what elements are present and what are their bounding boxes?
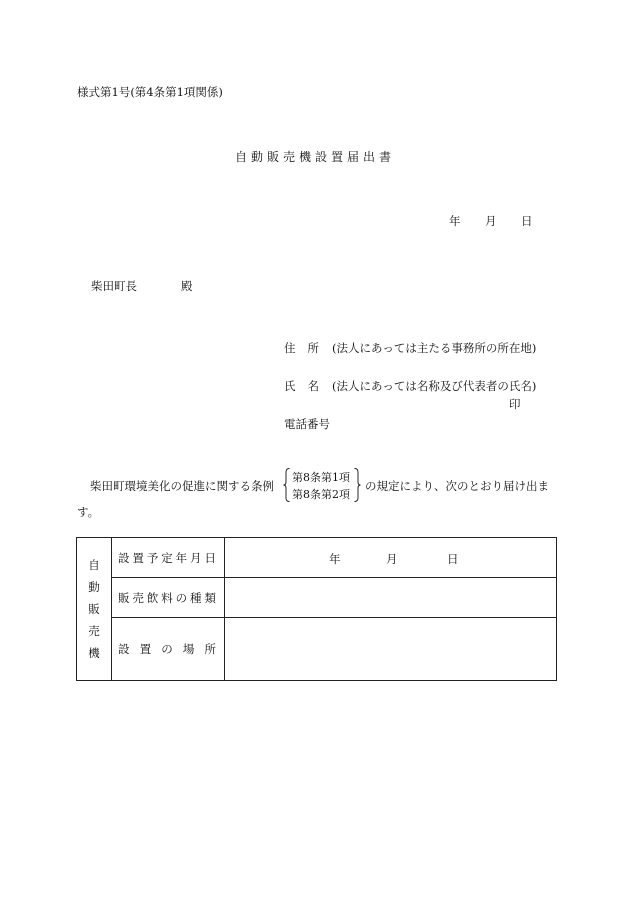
vending-machine-table [76, 537, 557, 681]
article-option-1: 第8条第1項 [292, 471, 350, 484]
install-date-field[interactable] [225, 538, 557, 578]
date-year-label: 年 [449, 214, 461, 228]
body-prefix: 柴田町環境美化の促進に関する条例 [90, 479, 274, 493]
article-choice [283, 468, 361, 502]
table-row [77, 618, 557, 681]
applicant-address-row [284, 340, 536, 356]
seal-mark: 印 [509, 397, 521, 411]
left-brace-icon [283, 468, 290, 502]
addressee-name: 柴田町長 [91, 279, 137, 293]
beverage-type-label: 販 売 飲 料 の 種 類 [112, 578, 225, 618]
date-month-label: 月 [485, 214, 497, 228]
phone-label: 電話番号 [284, 417, 330, 431]
form-number: 様式第1号(第4条第1項関係) [77, 85, 223, 99]
address-note: (法人にあっては主たる事務所の所在地) [332, 341, 537, 355]
form-title: 自動販売機設置届出書 [234, 150, 395, 164]
date-day-label: 日 [521, 214, 533, 228]
install-date-label: 設 置 予 定 年 月 日 [112, 538, 225, 578]
body-suffix-line2: す。 [77, 505, 100, 519]
install-day-unit: 日 [447, 552, 459, 566]
article-option-2: 第8条第2項 [292, 488, 350, 501]
table-row [77, 578, 557, 618]
table-row [77, 538, 557, 578]
addressee [91, 278, 193, 294]
address-label: 住 所 [284, 341, 319, 355]
install-year-unit: 年 [329, 552, 341, 566]
right-brace-icon [354, 468, 361, 502]
name-note: (法人にあっては名称及び代表者の氏名) [332, 379, 537, 393]
vending-machine-header: 自 動 販 売 機 [77, 538, 112, 681]
name-label: 氏 名 [284, 379, 319, 393]
addressee-honorific: 殿 [181, 279, 193, 293]
install-location-field[interactable] [225, 618, 557, 681]
install-month-unit: 月 [386, 552, 398, 566]
beverage-type-field[interactable] [225, 578, 557, 618]
body-suffix-line1: の規定により、次のとおり届け出ま [365, 479, 549, 493]
applicant-name-row [284, 378, 536, 394]
install-location-label: 設 置 の 場 所 [112, 618, 225, 681]
